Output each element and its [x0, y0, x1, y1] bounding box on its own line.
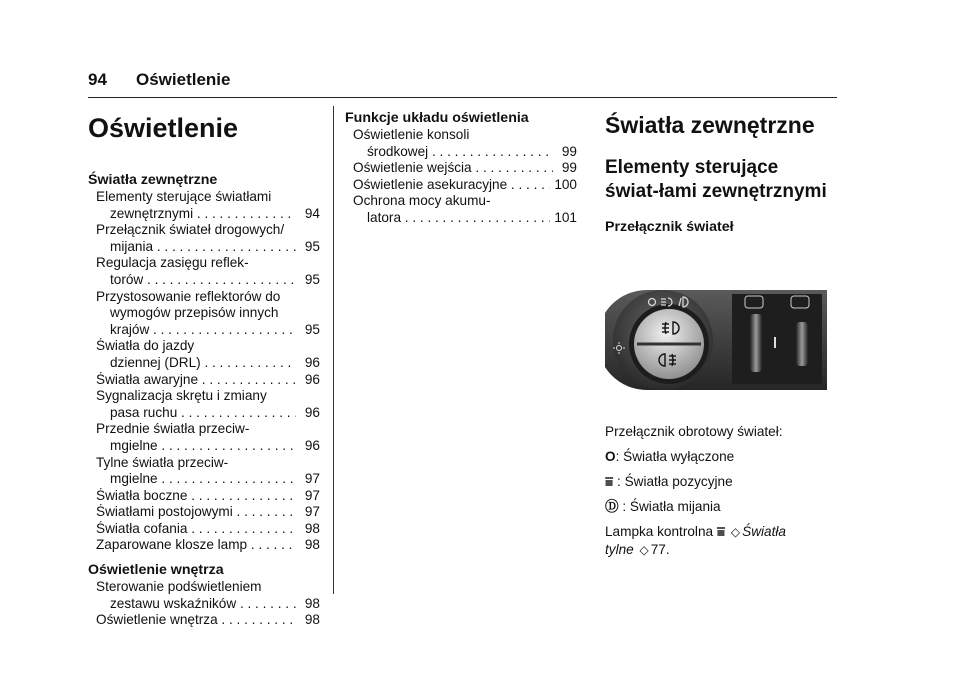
legend-item — [605, 448, 837, 465]
toc-entry[interactable] — [96, 372, 320, 389]
toc-page-number: 98 — [304, 520, 320, 536]
toc-entry-line: mgielne . . . — [96, 471, 296, 488]
dimmer-wheel[interactable] — [750, 314, 762, 372]
toc-entry-line: mgielne . . . — [96, 438, 296, 455]
toc-page-number: 98 — [304, 612, 320, 628]
toc-entry-line: Światła do jazdy — [96, 338, 195, 354]
toc-list — [88, 189, 320, 554]
toc-entry-line: latora . . . — [353, 210, 550, 227]
indicator-text: Lampka kontrolna — [605, 523, 714, 539]
symbol-legend — [605, 448, 837, 515]
range-wheel[interactable] — [796, 322, 808, 366]
toc-section-title: Funkcje układu oświetlenia — [345, 110, 529, 126]
toc-page-number: 99 — [561, 160, 577, 176]
figure-caption: Przełącznik obrotowy świateł: — [605, 423, 783, 439]
toc-entry-text — [96, 255, 296, 288]
toc-page-number: 97 — [304, 471, 320, 487]
reference-arrow-icon: ◇ — [639, 542, 649, 557]
toc-entry-line: Sygnalizacja skrętu i zmiany — [96, 388, 267, 404]
toc-page-number: 94 — [304, 205, 320, 221]
page-number: 94 — [88, 70, 107, 89]
toc-entry[interactable] — [96, 455, 320, 488]
toc-entry-text — [96, 455, 296, 488]
toc-page-number: 97 — [304, 487, 320, 503]
toc-page-number: 101 — [554, 209, 577, 225]
toc-entry[interactable] — [353, 160, 577, 177]
toc-page-number: 99 — [561, 143, 577, 159]
toc-column-1 — [88, 110, 320, 629]
toc-entry-line: Oświetlenie konsoli — [353, 127, 470, 142]
section-title: Światła zewnętrzne — [605, 112, 815, 138]
toc-entry-line: Światła boczne . . . — [96, 488, 296, 505]
reference-title-cont[interactable]: tylne — [605, 541, 634, 557]
toc-entry-text — [96, 189, 296, 222]
toc-entry[interactable] — [96, 504, 320, 521]
toc-entry[interactable] — [96, 421, 320, 454]
toc-entry[interactable] — [96, 289, 320, 339]
toc-page-number: 95 — [304, 321, 320, 337]
toc-page-number: 95 — [304, 271, 320, 287]
toc-entry-text — [353, 193, 550, 226]
toc-page-number: 100 — [554, 176, 577, 192]
toc-entry[interactable] — [353, 193, 577, 226]
toc-entry-text — [353, 127, 553, 160]
toc-entry-line: Sterowanie podświetleniem — [96, 579, 262, 595]
toc-page-number: 96 — [304, 404, 320, 420]
toc-entry-line: torów . . . — [96, 272, 296, 289]
toc-entry[interactable] — [96, 537, 320, 554]
toc-entry-line: Oświetlenie wejścia . . . — [353, 160, 553, 177]
toc-entry[interactable] — [96, 222, 320, 255]
toc-page-number: 96 — [304, 437, 320, 453]
legend-item — [605, 473, 837, 490]
toc-entry-line: pasa ruchu . . . — [96, 405, 296, 422]
subsubsection-title: Przełącznik świateł — [605, 219, 734, 235]
toc-column-2 — [345, 110, 577, 227]
toc-entry-line: zestawu wskaźników . . . — [96, 596, 296, 613]
column-divider — [333, 106, 334, 594]
subsection-title: Elementy sterujące świat-łami zewnętrznymi — [605, 157, 827, 202]
toc-entry-text — [96, 579, 296, 612]
toc-entry-line: Światła awaryjne . . . — [96, 372, 296, 389]
toc-entry[interactable] — [96, 579, 320, 612]
toc-entry[interactable] — [96, 612, 320, 629]
toc-entry-text — [96, 488, 296, 505]
light-switch-figure — [605, 282, 827, 398]
legend-text: : Światła mijania — [618, 498, 721, 514]
toc-page-number: 98 — [304, 595, 320, 611]
toc-page-number: 96 — [304, 371, 320, 387]
toc-entry-line: Przystosowanie reflektorów do — [96, 288, 281, 304]
toc-entry-line: Przednie światła przeciw- — [96, 421, 250, 437]
toc-entry[interactable] — [96, 521, 320, 538]
toc-entry-text — [96, 537, 296, 554]
toc-entry-line: Światła cofania . . . — [96, 521, 296, 538]
parking-light-icon: ⩸ — [716, 523, 726, 539]
toc-entry-line: zewnętrznymi . . . — [96, 206, 296, 223]
toc-entry-line: Oświetlenie asekuracyjne . . . — [353, 177, 550, 194]
toc-entry[interactable] — [353, 127, 577, 160]
toc-entry-text — [96, 338, 296, 371]
toc-list — [88, 579, 320, 629]
toc-page-number: 98 — [304, 537, 320, 553]
toc-entry-text — [96, 521, 296, 538]
legend-item — [605, 498, 837, 515]
legend-text: : Światła pozycyjne — [613, 473, 733, 489]
toc-entry-text — [353, 177, 550, 194]
toc-entry-line: Przełącznik świateł drogowych/ — [96, 222, 285, 238]
toc-entry-text — [96, 289, 296, 339]
toc-entry-line: krajów . . . — [96, 322, 296, 339]
reference-page[interactable]: 77 — [650, 541, 666, 557]
toc-section-title: Światła zewnętrzne — [88, 172, 218, 188]
legend-text: : Światła wyłączone — [615, 448, 735, 464]
toc-entry[interactable] — [96, 338, 320, 371]
indicator-reference — [605, 523, 837, 559]
low-beam-icon: Ⓓ — [605, 498, 619, 514]
toc-entry-text — [96, 222, 296, 255]
toc-page-number: 95 — [304, 238, 320, 254]
toc-entry-text — [96, 504, 296, 521]
toc-entry[interactable] — [353, 177, 577, 194]
toc-entry-line: środkowej . . . — [353, 144, 553, 161]
toc-list — [345, 127, 577, 227]
parking-light-icon: ⩸ — [605, 473, 614, 489]
toc-entry-line: mijania . . . — [96, 239, 296, 256]
toc-page-number: 96 — [304, 354, 320, 370]
toc-entry-text — [96, 372, 296, 389]
toc-entry[interactable] — [96, 488, 320, 505]
toc-entry[interactable] — [96, 388, 320, 421]
toc-entry-line: Tylne światła przeciw- — [96, 454, 229, 470]
toc-entry-line: Ochrona mocy akumu- — [353, 193, 491, 209]
toc-entry[interactable] — [96, 255, 320, 288]
reference-arrow-icon: ◇ — [730, 524, 741, 539]
toc-entry[interactable] — [96, 189, 320, 222]
toc-entry-line: dziennej (DRL) . . . — [96, 355, 296, 372]
toc-entry-line: Regulacja zasięgu reflek- — [96, 255, 249, 271]
toc-entry-line: Zaparowane klosze lamp . . . — [96, 537, 296, 554]
toc-section-title: Oświetlenie wnętrza — [88, 562, 224, 579]
content-column — [605, 110, 837, 559]
toc-entry-line: Światłami postojowymi . . . — [96, 504, 296, 521]
toc-entry-text — [96, 388, 296, 421]
toc-entry-line: wymogów przepisów innych — [110, 305, 279, 321]
reference-suffix: . — [665, 541, 670, 557]
toc-entry-text — [96, 421, 296, 454]
toc-entry-line: Oświetlenie wnętrza . . . — [96, 612, 296, 629]
reference-title[interactable]: Światła — [742, 523, 786, 539]
header-rule — [88, 97, 837, 98]
chapter-title: Oświetlenie — [88, 113, 239, 143]
toc-entry-line: Elementy sterujące światłami — [96, 189, 272, 204]
running-title: Oświetlenie — [136, 70, 231, 89]
toc-page-number: 97 — [304, 504, 320, 520]
off-symbol-icon: O — [605, 448, 616, 464]
toc-entry-text — [353, 160, 553, 177]
toc-entry-text — [96, 612, 296, 629]
